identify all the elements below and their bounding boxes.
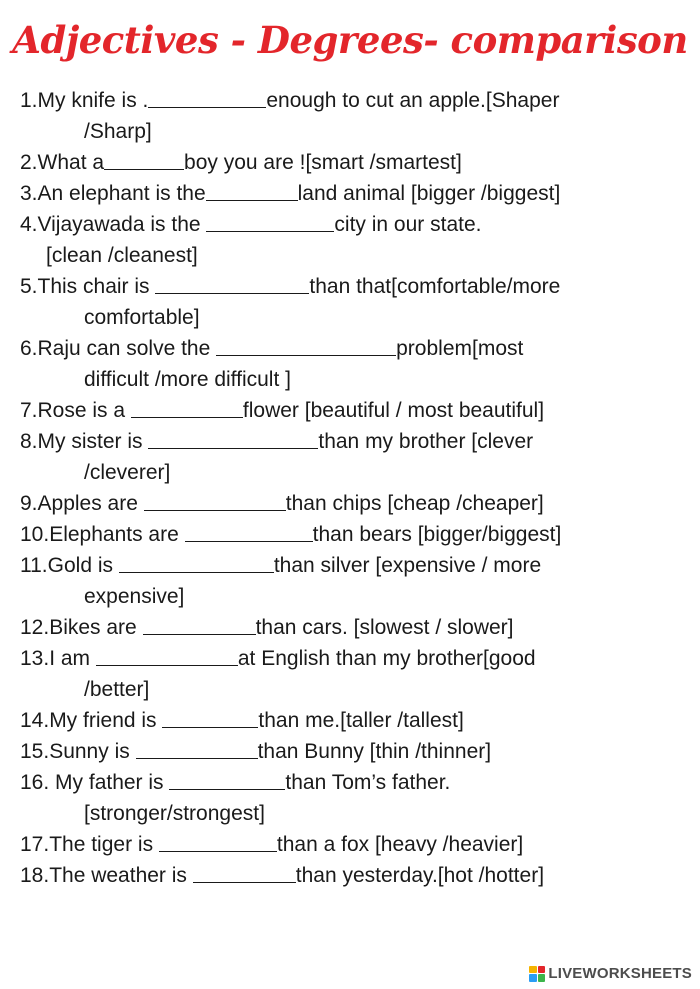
answer-blank[interactable] — [131, 398, 243, 418]
answer-blank[interactable] — [155, 274, 309, 294]
question-text-before: 13.I am — [20, 647, 96, 670]
question-text-after: than yesterday.[hot /hotter] — [295, 864, 545, 887]
question-text-after: at English than my brother[good — [237, 647, 536, 670]
question-text-after: boy you are ![smart /smartest] — [184, 151, 462, 174]
answer-blank[interactable] — [148, 429, 318, 449]
liveworksheets-brand: LIVEWORKSHEETS — [548, 965, 692, 982]
question-7 — [20, 395, 690, 426]
logo-square — [538, 966, 546, 974]
question-1 — [20, 85, 690, 116]
question-15 — [20, 736, 690, 767]
question-4-continuation: [clean /cleanest] — [46, 244, 198, 267]
question-text-before: 14.My friend is — [20, 709, 163, 732]
question-text-after: land animal [bigger /biggest] — [297, 182, 561, 205]
question-5-continuation: comfortable] — [84, 306, 200, 329]
question-text-before: 18.The weather is — [20, 864, 193, 887]
logo-square — [529, 974, 537, 982]
answer-blank[interactable] — [136, 739, 258, 759]
question-12 — [20, 612, 690, 643]
question-text-after: flower [beautiful / most beautiful] — [242, 399, 545, 422]
answer-blank[interactable] — [159, 832, 277, 852]
question-8-continuation: /cleverer] — [84, 461, 171, 484]
question-text-before: 12.Bikes are — [20, 616, 143, 639]
question-10 — [20, 519, 690, 550]
question-18 — [20, 860, 690, 891]
answer-blank[interactable] — [96, 646, 238, 666]
liveworksheets-footer — [529, 965, 692, 982]
question-text-before: 5.This chair is — [20, 275, 156, 298]
question-2 — [20, 147, 690, 178]
question-text-before: 11.Gold is — [20, 554, 119, 577]
question-text-after: than a fox [heavy /heavier] — [276, 833, 524, 856]
question-17 — [20, 829, 690, 860]
question-8 — [20, 426, 690, 457]
answer-blank[interactable] — [169, 770, 285, 790]
question-text-after: than bears [bigger/biggest] — [312, 523, 562, 546]
question-text-before: 3.An elephant is the — [20, 182, 206, 205]
question-text-before: 8.My sister is — [20, 430, 149, 453]
question-text-after: enough to cut an apple.[Shaper — [266, 89, 560, 112]
question-text-after: than chips [cheap /cheaper] — [285, 492, 544, 515]
question-list — [20, 85, 690, 891]
answer-blank[interactable] — [143, 615, 256, 635]
question-text-before: 9.Apples are — [20, 492, 144, 515]
question-text-before: 17.The tiger is — [20, 833, 159, 856]
liveworksheets-logo-icon — [529, 966, 545, 982]
question-11 — [20, 550, 690, 581]
question-14 — [20, 705, 690, 736]
question-13 — [20, 643, 690, 674]
answer-blank[interactable] — [104, 150, 184, 170]
question-text-before: 7.Rose is a — [20, 399, 131, 422]
question-text-after: than Tom’s father. — [285, 771, 451, 794]
question-6 — [20, 333, 690, 364]
question-1-continuation: /Sharp] — [84, 120, 152, 143]
question-3 — [20, 178, 690, 209]
answer-blank[interactable] — [185, 522, 313, 542]
question-text-after: than my brother [clever — [318, 430, 534, 453]
question-11-continuation: expensive] — [84, 585, 185, 608]
question-text-before: 4.Vijayawada is the — [20, 213, 207, 236]
answer-blank[interactable] — [144, 491, 286, 511]
question-4 — [20, 209, 690, 240]
answer-blank[interactable] — [119, 553, 274, 573]
question-9 — [20, 488, 690, 519]
answer-blank[interactable] — [148, 88, 266, 108]
question-text-before: 2.What a — [20, 151, 105, 174]
question-16-continuation: [stronger/strongest] — [84, 802, 265, 825]
logo-square — [538, 974, 546, 982]
worksheet-title: Adjectives - Degrees- comparison — [12, 18, 688, 62]
question-text-before: 10.Elephants are — [20, 523, 185, 546]
question-text-after: than that[comfortable/more — [309, 275, 561, 298]
question-text-before: 15.Sunny is — [20, 740, 136, 763]
question-text-before: 6.Raju can solve the — [20, 337, 217, 360]
question-13-continuation: /better] — [84, 678, 150, 701]
question-16 — [20, 767, 690, 798]
question-5 — [20, 271, 690, 302]
question-text-after: than silver [expensive / more — [273, 554, 542, 577]
question-text-after: than cars. [slowest / slower] — [255, 616, 514, 639]
question-text-before: 1.My knife is . — [20, 89, 149, 112]
answer-blank[interactable] — [206, 181, 298, 201]
answer-blank[interactable] — [162, 708, 258, 728]
question-text-before: 16. My father is — [20, 771, 170, 794]
question-6-continuation: difficult /more difficult ] — [84, 368, 291, 391]
question-text-after: problem[most — [396, 337, 524, 360]
question-text-after: than Bunny [thin /thinner] — [257, 740, 492, 763]
answer-blank[interactable] — [206, 212, 334, 232]
question-text-after: city in our state. — [334, 213, 482, 236]
answer-blank[interactable] — [216, 336, 396, 356]
question-text-after: than me.[taller /tallest] — [258, 709, 464, 732]
answer-blank[interactable] — [193, 863, 296, 883]
logo-square — [529, 966, 537, 974]
